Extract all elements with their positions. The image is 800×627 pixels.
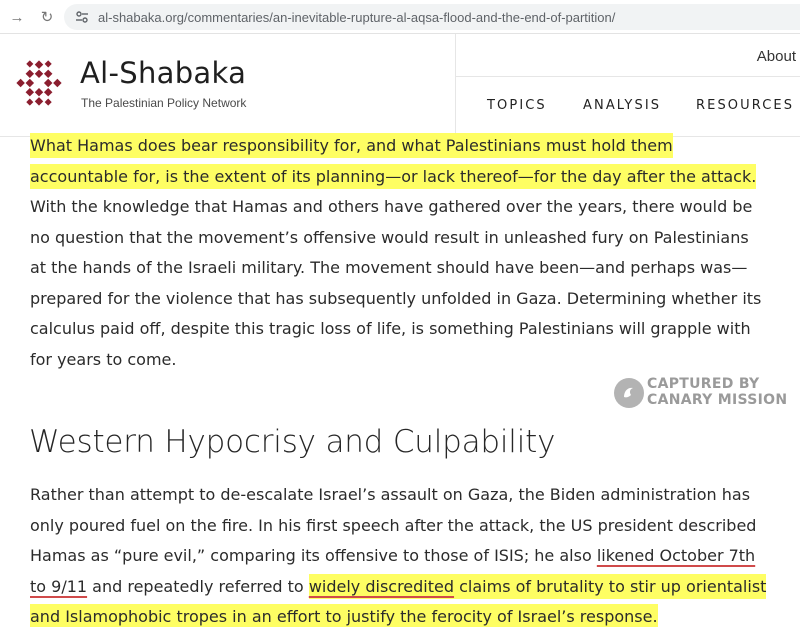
likened-october-link[interactable]: likened October 7th — [596, 546, 756, 565]
brand-tagline: The Palestinian Policy Network — [81, 96, 247, 110]
paragraph-line: prepared for the violence that has subsequently unfolded in Gaza. Determining whether its — [30, 288, 762, 308]
article-paragraph — [30, 480, 770, 627]
canary-bird-icon — [614, 378, 644, 408]
widely-discredited-link[interactable]: widely discredited — [308, 576, 455, 596]
paragraph-line: no question that the movement’s offensive would result in unleashed fury on Palestinians — [30, 227, 749, 247]
highlighted-text: What Hamas does bear responsibility for, and what Palestinians must hold them — [30, 133, 673, 158]
site-settings-icon[interactable] — [74, 9, 90, 25]
paragraph-line: Rather than attempt to de-escalate Israel’s assault on Gaza, the Biden administration has — [30, 485, 751, 504]
url-field[interactable] — [64, 4, 800, 30]
text-segment: Hamas as “pure evil,” comparing its offensive to those of ISIS; he also — [30, 546, 597, 565]
section-heading: Western Hypocrisy and Culpability — [29, 424, 556, 460]
about-link[interactable]: About — [756, 48, 796, 65]
paragraph-line — [30, 541, 770, 572]
paragraph-line: only poured fuel on the fire. In his first speech after the attack, the US president described — [30, 515, 757, 535]
paragraph-line: at the hands of the Israeli military. The movement should have been—and perhaps was— — [30, 258, 748, 277]
al-shabaka-logo-icon[interactable] — [10, 54, 68, 112]
main-nav — [456, 98, 800, 118]
paragraph-line — [30, 131, 770, 162]
reload-icon[interactable]: ↻ — [40, 9, 54, 26]
paragraph-line — [30, 602, 770, 627]
paragraph-line: With the knowledge that Hamas and others have gathered over the years, there would be — [30, 197, 753, 216]
paragraph-line — [30, 162, 770, 193]
paragraph-line: calculus paid off, despite this tragic loss of life, is something Palestinians will grapple with — [30, 319, 751, 338]
browser-address-bar — [0, 0, 800, 34]
canary-mission-watermark — [614, 376, 788, 410]
site-header — [0, 34, 800, 137]
highlighted-text: accountable for, is the extent of its planning—or lack thereof—for the day after the attack. — [30, 164, 756, 189]
nine-eleven-link[interactable]: to 9/11 — [30, 576, 88, 596]
url-text: al-shabaka.org/commentaries/an-inevitable-rupture-al-aqsa-flood-and-the-end-of-partition/ — [98, 9, 616, 25]
nav-analysis[interactable]: ANALYSIS — [583, 98, 662, 113]
text-segment: and repeatedly referred to — [87, 576, 309, 596]
brand-name[interactable]: Al-Shabaka — [80, 56, 247, 90]
header-divider — [456, 76, 800, 77]
highlighted-text — [309, 574, 767, 599]
watermark-line2: CANARY MISSION — [647, 392, 788, 408]
paragraph-line: for years to come. — [30, 349, 177, 369]
article-paragraph — [30, 131, 770, 375]
nav-topics[interactable]: TOPICS — [487, 98, 547, 113]
watermark-line1: CAPTURED BY — [647, 376, 760, 392]
back-arrow-icon[interactable]: → — [9, 8, 25, 26]
highlighted-text: and Islamophobic tropes in an effort to justify the ferocity of Israel’s response. — [30, 604, 658, 627]
paragraph-line — [30, 572, 770, 603]
header-nav-panel — [455, 34, 800, 137]
nav-resources[interactable]: RESOURCES — [696, 98, 795, 113]
text-segment: claims of brutality to stir up orientalist — [454, 576, 767, 596]
